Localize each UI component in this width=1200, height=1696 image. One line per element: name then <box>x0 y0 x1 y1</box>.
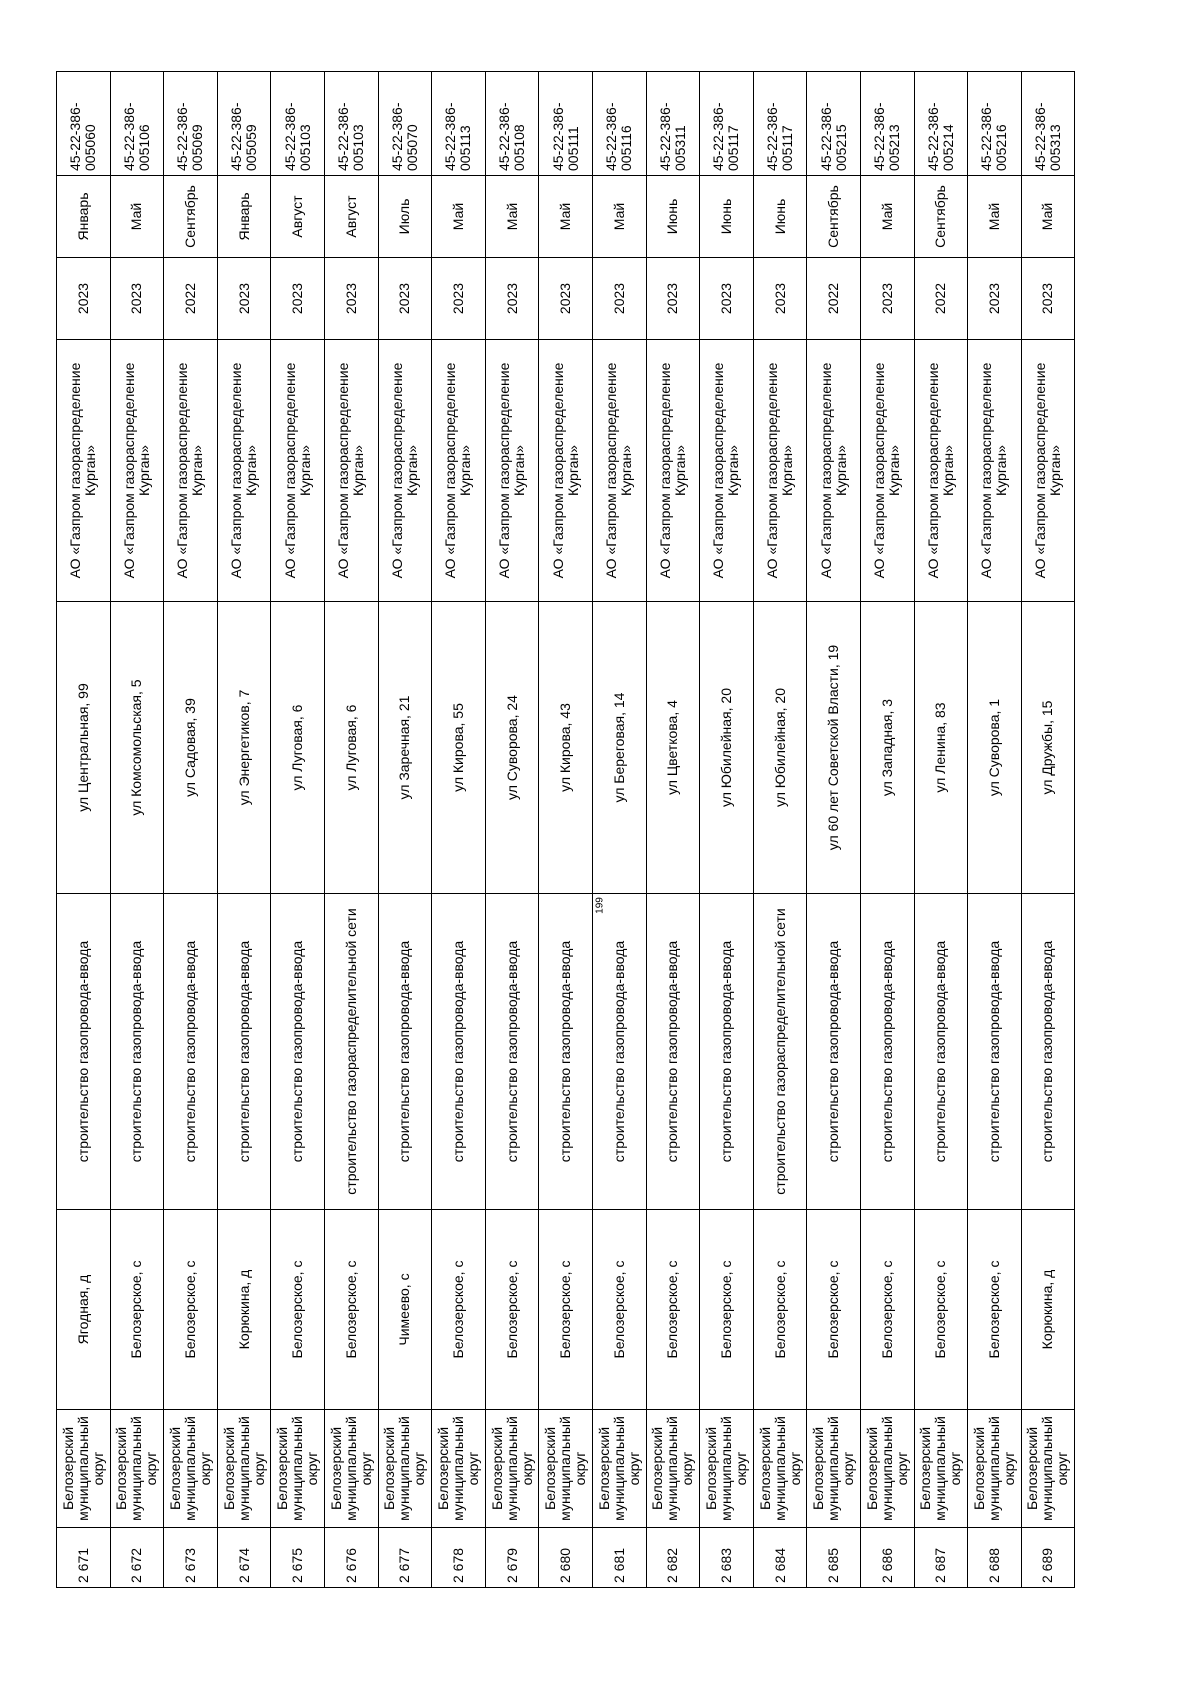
work-type-cell: строительство газопровода-ввода <box>485 894 539 1210</box>
table-row <box>217 72 271 1588</box>
organization-cell: АО «Газпром газораспределение Курган» <box>57 340 111 602</box>
row-number: 2 677 <box>378 1528 432 1588</box>
row-number: 2 681 <box>592 1528 646 1588</box>
table-row <box>164 72 218 1588</box>
address-cell: ул Луговая, 6 <box>324 602 378 894</box>
table-row <box>592 72 646 1588</box>
address-cell: ул Садовая, 39 <box>164 602 218 894</box>
settlement-cell: Белозерское, с <box>271 1210 325 1410</box>
district-cell: Белозерский муниципальный округ <box>57 1410 111 1528</box>
month-cell: Май <box>592 176 646 258</box>
organization-cell: АО «Газпром газораспределение Курган» <box>914 340 968 602</box>
district-cell: Белозерский муниципальный округ <box>539 1410 593 1528</box>
address-cell: ул Центральная, 99 <box>57 602 111 894</box>
work-type-cell: строительство газопровода-ввода <box>807 894 861 1210</box>
month-cell: Январь <box>217 176 271 258</box>
organization-cell: АО «Газпром газораспределение Курган» <box>1021 340 1075 602</box>
month-cell: Январь <box>57 176 111 258</box>
settlement-cell: Корюкина, д <box>1021 1210 1075 1410</box>
address-cell: ул Кирова, 55 <box>432 602 486 894</box>
year-cell: 2022 <box>164 258 218 340</box>
row-number: 2 675 <box>271 1528 325 1588</box>
month-cell: Июль <box>378 176 432 258</box>
organization-cell: АО «Газпром газораспределение Курган» <box>485 340 539 602</box>
settlement-cell: Белозерское, с <box>432 1210 486 1410</box>
table-row <box>807 72 861 1588</box>
month-cell: Май <box>432 176 486 258</box>
settlement-cell: Корюкина, д <box>217 1210 271 1410</box>
year-cell: 2023 <box>968 258 1022 340</box>
row-number: 2 679 <box>485 1528 539 1588</box>
year-cell: 2023 <box>646 258 700 340</box>
work-type-cell: строительство газопровода-ввода <box>378 894 432 1210</box>
object-code-cell: 45-22-386-005111 <box>539 72 593 176</box>
row-number: 2 683 <box>700 1528 754 1588</box>
table-row <box>271 72 325 1588</box>
district-cell: Белозерский муниципальный округ <box>164 1410 218 1528</box>
district-cell: Белозерский муниципальный округ <box>753 1410 807 1528</box>
district-cell: Белозерский муниципальный округ <box>271 1410 325 1528</box>
year-cell: 2023 <box>1021 258 1075 340</box>
organization-cell: АО «Газпром газораспределение Курган» <box>700 340 754 602</box>
object-code-cell: 45-22-386-005311 <box>646 72 700 176</box>
work-type-cell: строительство газопровода-ввода <box>592 894 646 1210</box>
address-cell: ул Энергетиков, 7 <box>217 602 271 894</box>
settlement-cell: Белозерское, с <box>914 1210 968 1410</box>
district-cell: Белозерский муниципальный округ <box>110 1410 164 1528</box>
object-code-cell: 45-22-386-005106 <box>110 72 164 176</box>
year-cell: 2023 <box>378 258 432 340</box>
settlement-cell: Белозерское, с <box>753 1210 807 1410</box>
address-cell: ул Кирова, 43 <box>539 602 593 894</box>
object-code-cell: 45-22-386-005113 <box>432 72 486 176</box>
month-cell: Май <box>968 176 1022 258</box>
object-code-cell: 45-22-386-005117 <box>700 72 754 176</box>
rotated-table-container <box>56 72 1074 1588</box>
month-cell: Сентябрь <box>914 176 968 258</box>
district-cell: Белозерский муниципальный округ <box>807 1410 861 1528</box>
address-cell: ул Ленина, 83 <box>914 602 968 894</box>
month-cell: Сентябрь <box>807 176 861 258</box>
object-code-cell: 45-22-386-005214 <box>914 72 968 176</box>
table-row <box>324 72 378 1588</box>
settlement-cell: Белозерское, с <box>700 1210 754 1410</box>
work-type-cell: строительство газопровода-ввода <box>110 894 164 1210</box>
row-number: 2 686 <box>860 1528 914 1588</box>
year-cell: 2023 <box>539 258 593 340</box>
table-row <box>485 72 539 1588</box>
work-type-cell: строительство газопровода-ввода <box>271 894 325 1210</box>
district-cell: Белозерский муниципальный округ <box>378 1410 432 1528</box>
address-cell: ул Дружбы, 15 <box>1021 602 1075 894</box>
organization-cell: АО «Газпром газораспределение Курган» <box>539 340 593 602</box>
organization-cell: АО «Газпром газораспределение Курган» <box>164 340 218 602</box>
settlement-cell: Белозерское, с <box>539 1210 593 1410</box>
year-cell: 2023 <box>217 258 271 340</box>
table-row <box>860 72 914 1588</box>
object-code-cell: 45-22-386-005116 <box>592 72 646 176</box>
row-number: 2 671 <box>57 1528 111 1588</box>
table-row <box>110 72 164 1588</box>
month-cell: Июнь <box>700 176 754 258</box>
settlement-cell: Белозерское, с <box>164 1210 218 1410</box>
table-row <box>914 72 968 1588</box>
year-cell: 2023 <box>324 258 378 340</box>
month-cell: Август <box>324 176 378 258</box>
row-number: 2 674 <box>217 1528 271 1588</box>
object-code-cell: 45-22-386-005213 <box>860 72 914 176</box>
address-cell: ул Заречная, 21 <box>378 602 432 894</box>
object-code-cell: 45-22-386-005103 <box>324 72 378 176</box>
table-row <box>646 72 700 1588</box>
district-cell: Белозерский муниципальный округ <box>860 1410 914 1528</box>
month-cell: Май <box>485 176 539 258</box>
row-number: 2 676 <box>324 1528 378 1588</box>
address-cell: ул Юбилейная, 20 <box>700 602 754 894</box>
row-number: 2 678 <box>432 1528 486 1588</box>
work-type-cell: строительство газопровода-ввода <box>700 894 754 1210</box>
organization-cell: АО «Газпром газораспределение Курган» <box>378 340 432 602</box>
table-row <box>700 72 754 1588</box>
object-code-cell: 45-22-386-005059 <box>217 72 271 176</box>
object-code-cell: 45-22-386-005060 <box>57 72 111 176</box>
district-cell: Белозерский муниципальный округ <box>324 1410 378 1528</box>
district-cell: Белозерский муниципальный округ <box>217 1410 271 1528</box>
settlement-cell: Белозерское, с <box>968 1210 1022 1410</box>
work-type-cell: строительство газопровода-ввода <box>1021 894 1075 1210</box>
year-cell: 2023 <box>753 258 807 340</box>
organization-cell: АО «Газпром газораспределение Курган» <box>217 340 271 602</box>
table-row <box>432 72 486 1588</box>
row-number: 2 684 <box>753 1528 807 1588</box>
gas-connections-table <box>56 71 1075 1588</box>
work-type-cell: строительство газораспределительной сети <box>324 894 378 1210</box>
table-row <box>378 72 432 1588</box>
table-row <box>539 72 593 1588</box>
row-number: 2 673 <box>164 1528 218 1588</box>
object-code-cell: 45-22-386-005215 <box>807 72 861 176</box>
organization-cell: АО «Газпром газораспределение Курган» <box>110 340 164 602</box>
address-cell: ул Комсомольская, 5 <box>110 602 164 894</box>
address-cell: ул Береговая, 14 <box>592 602 646 894</box>
organization-cell: АО «Газпром газораспределение Курган» <box>592 340 646 602</box>
year-cell: 2023 <box>271 258 325 340</box>
year-cell: 2023 <box>700 258 754 340</box>
organization-cell: АО «Газпром газораспределение Курган» <box>968 340 1022 602</box>
month-cell: Июнь <box>753 176 807 258</box>
work-type-cell: строительство газопровода-ввода <box>432 894 486 1210</box>
year-cell: 2023 <box>57 258 111 340</box>
object-code-cell: 45-22-386-005117 <box>753 72 807 176</box>
organization-cell: АО «Газпром газораспределение Курган» <box>860 340 914 602</box>
row-number: 2 688 <box>968 1528 1022 1588</box>
settlement-cell: Белозерское, с <box>860 1210 914 1410</box>
year-cell: 2022 <box>914 258 968 340</box>
table-body <box>57 72 1075 1588</box>
address-cell: ул Суворова, 1 <box>968 602 1022 894</box>
row-number: 2 689 <box>1021 1528 1075 1588</box>
organization-cell: АО «Газпром газораспределение Курган» <box>271 340 325 602</box>
work-type-cell: строительство газопровода-ввода <box>217 894 271 1210</box>
organization-cell: АО «Газпром газораспределение Курган» <box>646 340 700 602</box>
address-cell: ул Западная, 3 <box>860 602 914 894</box>
table-row <box>968 72 1022 1588</box>
year-cell: 2023 <box>860 258 914 340</box>
row-number: 2 685 <box>807 1528 861 1588</box>
object-code-cell: 45-22-386-005216 <box>968 72 1022 176</box>
row-number: 2 672 <box>110 1528 164 1588</box>
work-type-cell: строительство газопровода-ввода <box>57 894 111 1210</box>
work-type-cell: строительство газопровода-ввода <box>646 894 700 1210</box>
district-cell: Белозерский муниципальный округ <box>432 1410 486 1528</box>
settlement-cell: Белозерское, с <box>485 1210 539 1410</box>
organization-cell: АО «Газпром газораспределение Курган» <box>324 340 378 602</box>
settlement-cell: Белозерское, с <box>324 1210 378 1410</box>
object-code-cell: 45-22-386-005070 <box>378 72 432 176</box>
month-cell: Май <box>539 176 593 258</box>
object-code-cell: 45-22-386-005313 <box>1021 72 1075 176</box>
object-code-cell: 45-22-386-005069 <box>164 72 218 176</box>
month-cell: Май <box>110 176 164 258</box>
district-cell: Белозерский муниципальный округ <box>485 1410 539 1528</box>
settlement-cell: Ягодная, д <box>57 1210 111 1410</box>
organization-cell: АО «Газпром газораспределение Курган» <box>807 340 861 602</box>
district-cell: Белозерский муниципальный округ <box>968 1410 1022 1528</box>
settlement-cell: Белозерское, с <box>592 1210 646 1410</box>
settlement-cell: Белозерское, с <box>807 1210 861 1410</box>
month-cell: Май <box>1021 176 1075 258</box>
work-type-cell: строительство газопровода-ввода <box>860 894 914 1210</box>
year-cell: 2022 <box>807 258 861 340</box>
settlement-cell: Белозерское, с <box>646 1210 700 1410</box>
district-cell: Белозерский муниципальный округ <box>592 1410 646 1528</box>
district-cell: Белозерский муниципальный округ <box>1021 1410 1075 1528</box>
district-cell: Белозерский муниципальный округ <box>914 1410 968 1528</box>
address-cell: ул Цветкова, 4 <box>646 602 700 894</box>
page-number: 199 <box>594 897 606 914</box>
work-type-cell: строительство газопровода-ввода <box>914 894 968 1210</box>
month-cell: Май <box>860 176 914 258</box>
address-cell: ул Суворова, 24 <box>485 602 539 894</box>
settlement-cell: Чимеево, с <box>378 1210 432 1410</box>
district-cell: Белозерский муниципальный округ <box>700 1410 754 1528</box>
month-cell: Сентябрь <box>164 176 218 258</box>
object-code-cell: 45-22-386-005108 <box>485 72 539 176</box>
table-row <box>57 72 111 1588</box>
address-cell: ул Юбилейная, 20 <box>753 602 807 894</box>
work-type-cell: строительство газопровода-ввода <box>164 894 218 1210</box>
object-code-cell: 45-22-386-005103 <box>271 72 325 176</box>
settlement-cell: Белозерское, с <box>110 1210 164 1410</box>
row-number: 2 680 <box>539 1528 593 1588</box>
table-row <box>1021 72 1075 1588</box>
year-cell: 2023 <box>485 258 539 340</box>
district-cell: Белозерский муниципальный округ <box>646 1410 700 1528</box>
month-cell: Июнь <box>646 176 700 258</box>
year-cell: 2023 <box>432 258 486 340</box>
row-number: 2 687 <box>914 1528 968 1588</box>
month-cell: Август <box>271 176 325 258</box>
row-number: 2 682 <box>646 1528 700 1588</box>
work-type-cell: строительство газопровода-ввода <box>539 894 593 1210</box>
address-cell: ул 60 лет Советской Власти, 19 <box>807 602 861 894</box>
work-type-cell: строительство газораспределительной сети <box>753 894 807 1210</box>
organization-cell: АО «Газпром газораспределение Курган» <box>432 340 486 602</box>
organization-cell: АО «Газпром газораспределение Курган» <box>753 340 807 602</box>
work-type-cell: строительство газопровода-ввода <box>968 894 1022 1210</box>
address-cell: ул Луговая, 6 <box>271 602 325 894</box>
year-cell: 2023 <box>592 258 646 340</box>
table-row <box>753 72 807 1588</box>
year-cell: 2023 <box>110 258 164 340</box>
